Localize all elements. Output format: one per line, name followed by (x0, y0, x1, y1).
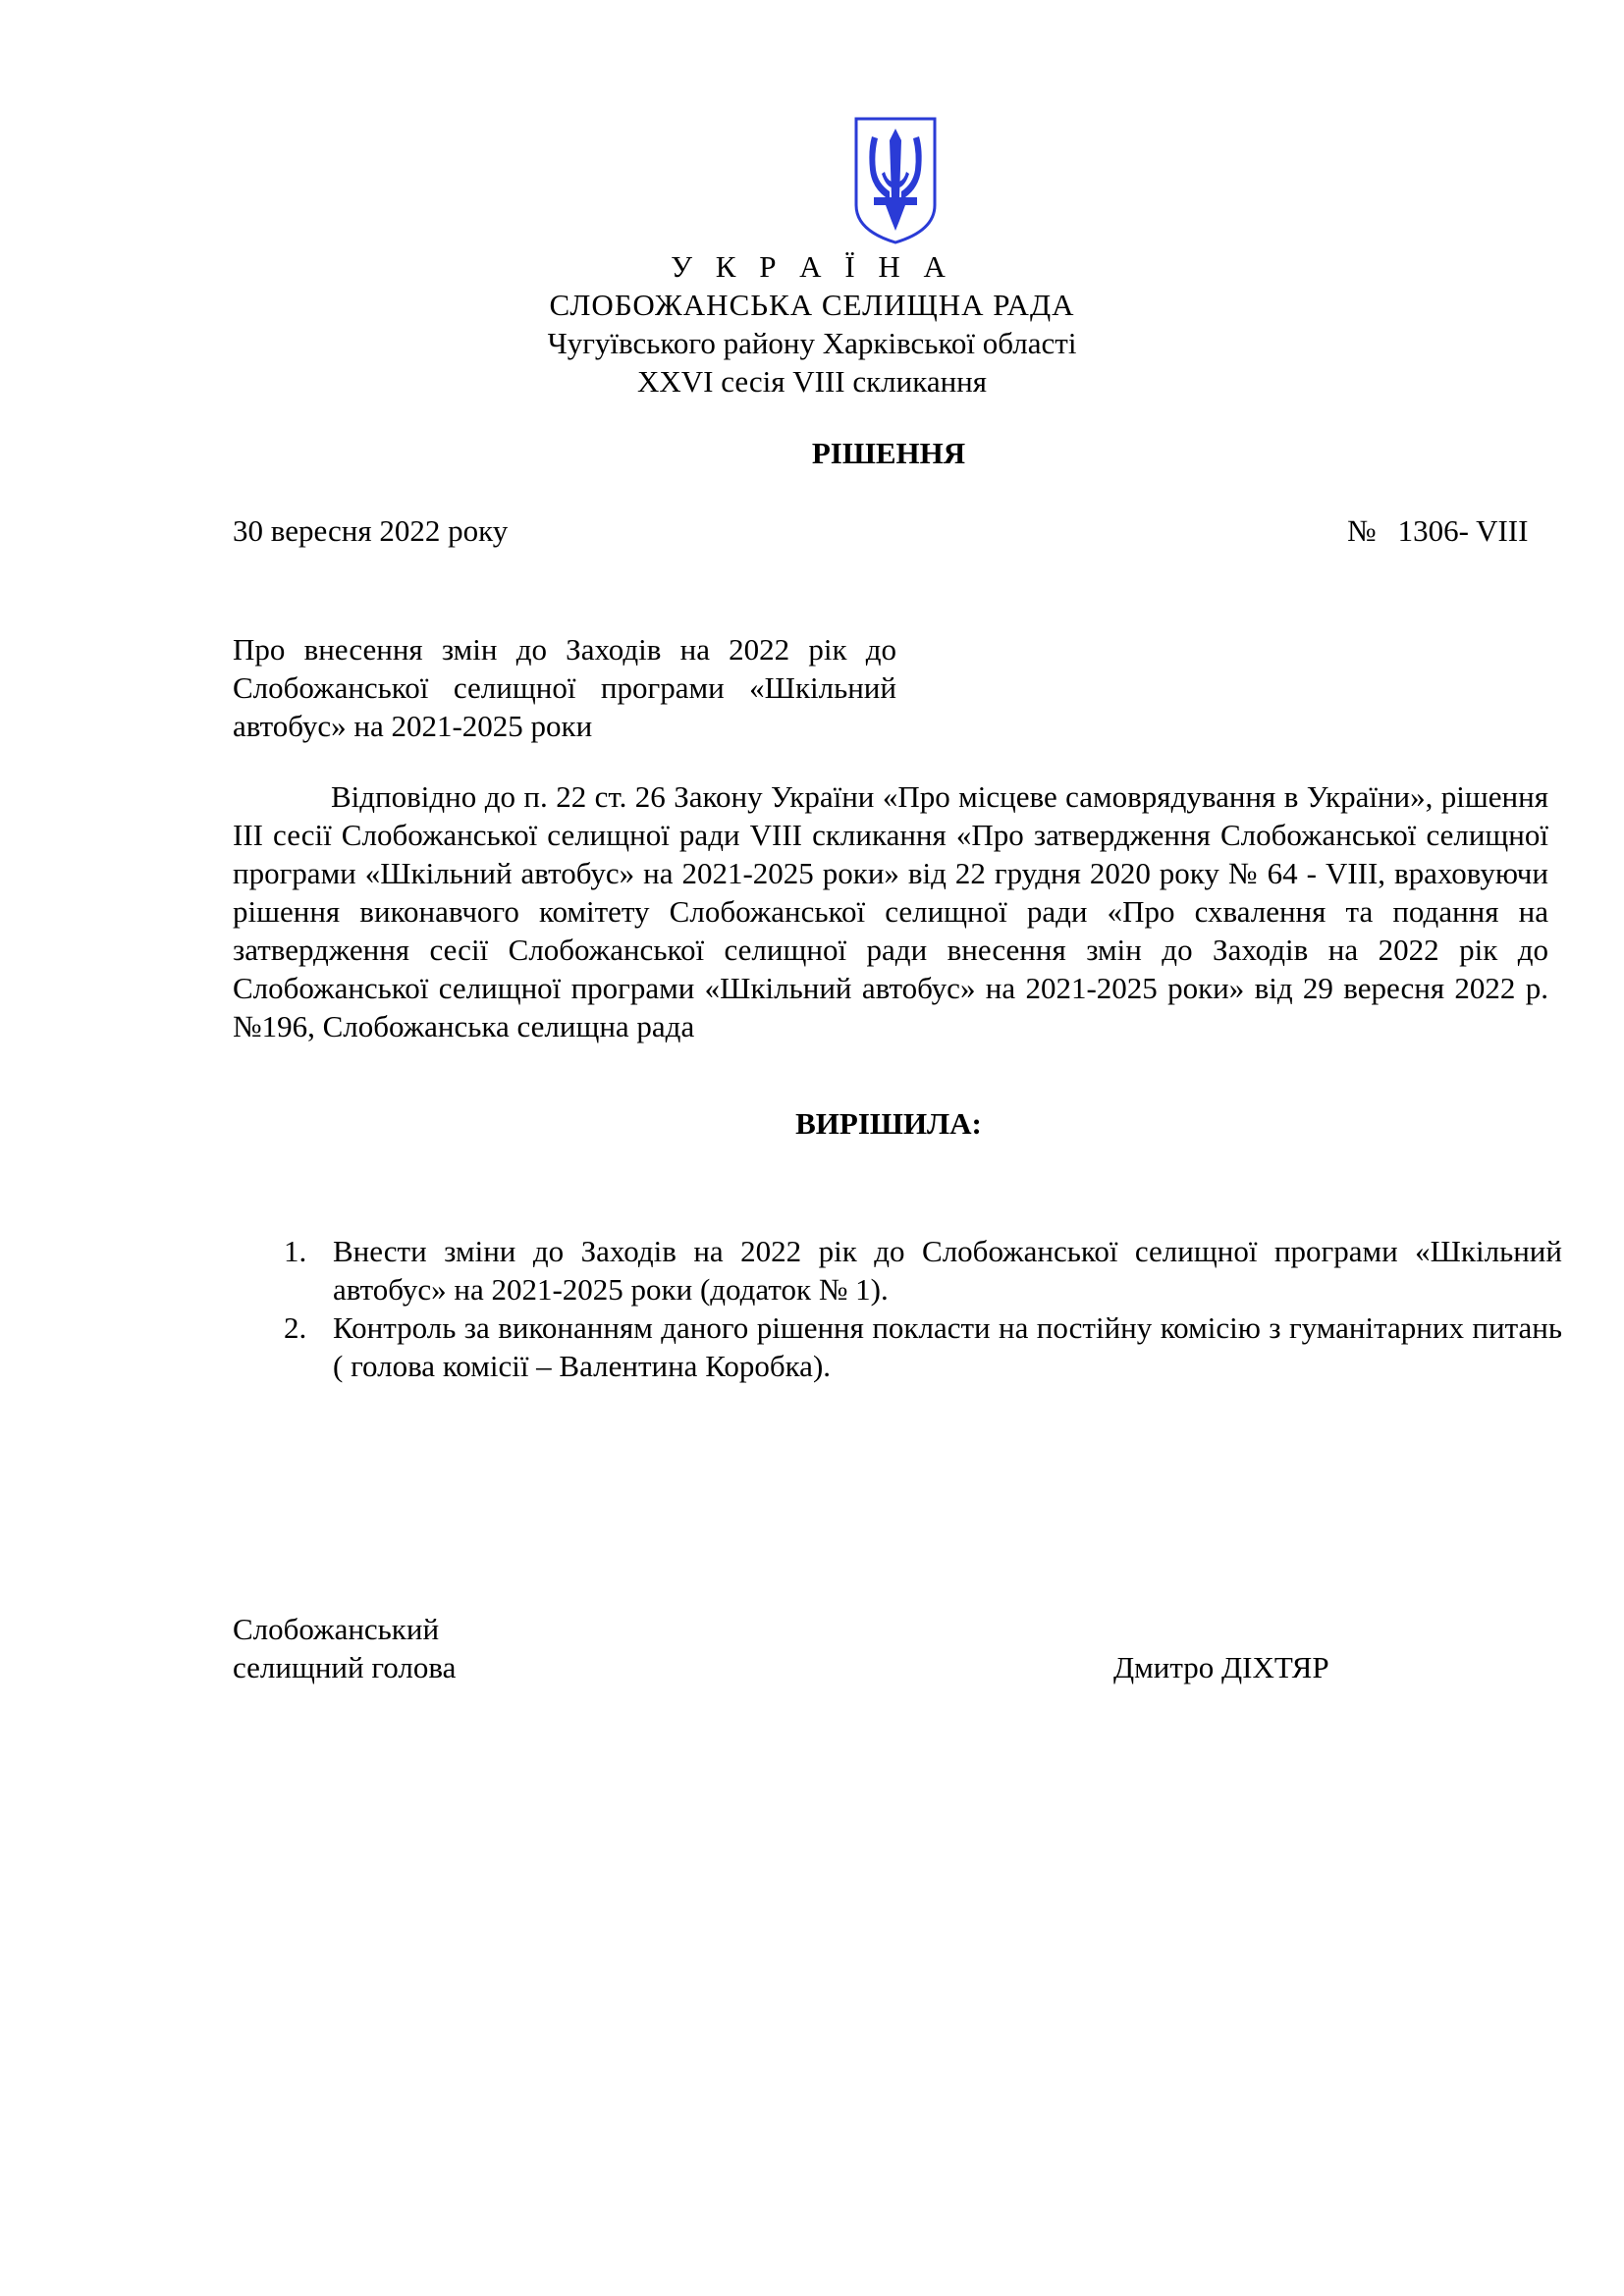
session-name: XXVI сесія VIII скликання (636, 364, 988, 399)
position-line: селищний голова (233, 1650, 457, 1684)
decision-title: РІШЕННЯ (811, 436, 966, 470)
position-line: Слобожанський (233, 1612, 440, 1646)
item-number: 2. (284, 1310, 307, 1345)
decision-number (1347, 515, 1528, 546)
country-title: У К Р А Ї Н А (671, 249, 953, 284)
signatory-position (233, 1610, 456, 1686)
trident-emblem-icon (852, 115, 939, 246)
number-value: 1306- VIII (1397, 513, 1529, 548)
legal-basis-paragraph: Відповідно до п. 22 ст. 26 Закону України «Про місцеве самоврядування в України», рішення III сесії Слобожанської селищної ради VIII скликання «Про затвердження Слобожанської селищної програми «Шкільний автобус» на 2021-2025 роки» від 22 грудня 2020 року № 64 - VIII, враховуючи рішення виконавчого комітету Слобожанської селищної ради «Про схвалення та подання на затвердження сесії Слобожанської селищної ради внесення змін до Заходів на 2022 рік до Слобожанської селищної програми «Шкільний автобус» на 2021-2025 роки» від 29 вересня 2022 р. №196, Слобожанська селищна рада (233, 779, 1548, 1043)
resolved-title: ВИРІШИЛА: (795, 1106, 982, 1141)
district-name: Чугуївського району Харківської області (547, 326, 1077, 360)
list-item (233, 1308, 1562, 1385)
decision-subject: Про внесення змін до Заходів на 2022 рік до Слобожанської селищної програми «Шкільний автобус» на 2021-2025 роки (233, 632, 896, 743)
council-name: СЛОБОЖАНСЬКА СЕЛИЩНА РАДА (549, 288, 1075, 322)
item-text: Контроль за виконанням даного рішення покласти на постійну комісію з гуманітарних питань ( голова комісії – Валентина Коробка). (333, 1310, 1562, 1383)
item-number: 1. (284, 1234, 307, 1268)
number-symbol: № (1347, 513, 1377, 548)
item-text: Внести зміни до Заходів на 2022 рік до Слобожанської селищної програми «Шкільний автобус» на 2021-2025 роки (додаток № 1). (333, 1234, 1562, 1307)
list-item (233, 1232, 1562, 1308)
decision-date: 30 вересня 2022 року (233, 513, 509, 548)
signatory-name: Дмитро ДІХТЯР (1113, 1650, 1329, 1684)
resolution-items (233, 1232, 1562, 1385)
